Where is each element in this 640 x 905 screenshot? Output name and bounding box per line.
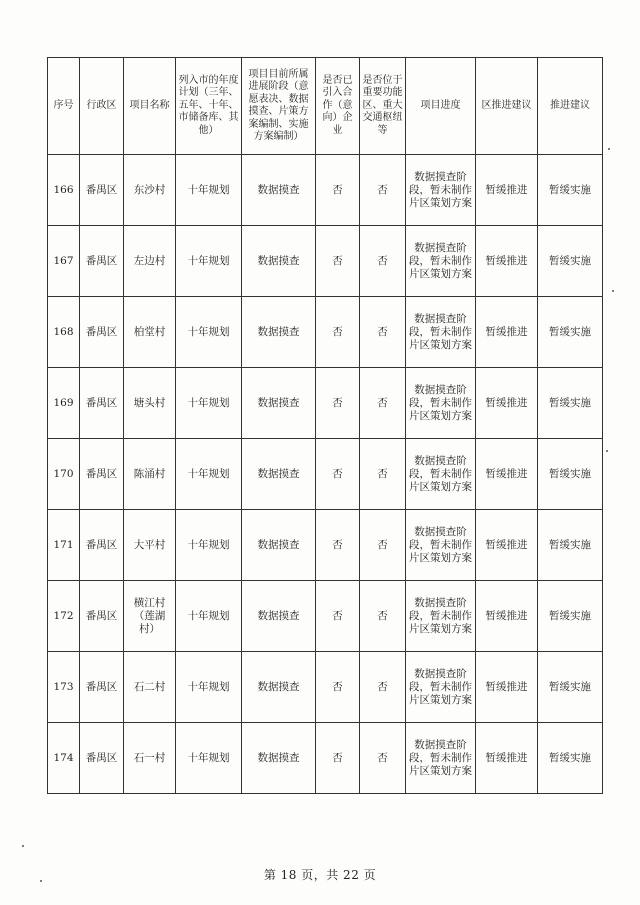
cell-seq: 171 (48, 510, 80, 581)
table-row (48, 297, 603, 368)
cell-stage: 数据摸查 (242, 155, 316, 226)
cell-district: 番禺区 (80, 652, 124, 723)
cell-district-advice: 暂缓推进 (476, 510, 538, 581)
cell-plan: 十年规划 (176, 297, 242, 368)
cell-plan: 十年规划 (176, 226, 242, 297)
cell-stage: 数据摸查 (242, 297, 316, 368)
cell-progress: 数据摸查阶段，暂未制作片区策划方案 (406, 226, 476, 297)
cell-district-advice: 暂缓推进 (476, 581, 538, 652)
cell-hub: 否 (360, 581, 406, 652)
cell-name: 横江村（莲湖村） (124, 581, 176, 652)
cell-name: 石二村 (124, 652, 176, 723)
cell-advice: 暂缓实施 (538, 652, 603, 723)
cell-district-advice: 暂缓推进 (476, 439, 538, 510)
cell-hub: 否 (360, 297, 406, 368)
cell-district-advice: 暂缓推进 (476, 368, 538, 439)
cell-district: 番禺区 (80, 510, 124, 581)
cell-partner: 否 (316, 155, 360, 226)
header-plan: 列入市的年度计划（三年、五年、十年、市储备库、其他） (176, 58, 242, 155)
cell-advice: 暂缓实施 (538, 297, 603, 368)
cell-partner: 否 (316, 581, 360, 652)
header-district: 行政区 (80, 58, 124, 155)
cell-plan: 十年规划 (176, 723, 242, 794)
cell-advice: 暂缓实施 (538, 581, 603, 652)
header-partner: 是否已引入合作（意向）企业 (316, 58, 360, 155)
cell-name: 大平村 (124, 510, 176, 581)
cell-district: 番禺区 (80, 226, 124, 297)
project-table (47, 57, 603, 794)
cell-partner: 否 (316, 368, 360, 439)
cell-stage: 数据摸查 (242, 226, 316, 297)
cell-partner: 否 (316, 723, 360, 794)
cell-advice: 暂缓实施 (538, 368, 603, 439)
cell-advice: 暂缓实施 (538, 155, 603, 226)
table-row (48, 723, 603, 794)
header-advice: 推进建议 (538, 58, 603, 155)
cell-progress: 数据摸查阶段，暂未制作片区策划方案 (406, 439, 476, 510)
scan-speck (22, 845, 24, 847)
cell-district: 番禺区 (80, 439, 124, 510)
cell-advice: 暂缓实施 (538, 510, 603, 581)
cell-district: 番禺区 (80, 155, 124, 226)
cell-seq: 170 (48, 439, 80, 510)
cell-plan: 十年规划 (176, 510, 242, 581)
cell-name: 东沙村 (124, 155, 176, 226)
table-row (48, 510, 603, 581)
cell-district-advice: 暂缓推进 (476, 723, 538, 794)
cell-name: 左边村 (124, 226, 176, 297)
cell-hub: 否 (360, 226, 406, 297)
header-district-advice: 区推进建议 (476, 58, 538, 155)
cell-progress: 数据摸查阶段，暂未制作片区策划方案 (406, 723, 476, 794)
header-seq: 序号 (48, 58, 80, 155)
cell-seq: 174 (48, 723, 80, 794)
scan-speck (40, 880, 42, 882)
cell-advice: 暂缓实施 (538, 723, 603, 794)
cell-plan: 十年规划 (176, 581, 242, 652)
cell-seq: 173 (48, 652, 80, 723)
cell-partner: 否 (316, 226, 360, 297)
cell-progress: 数据摸查阶段，暂未制作片区策划方案 (406, 581, 476, 652)
cell-district-advice: 暂缓推进 (476, 155, 538, 226)
cell-stage: 数据摸查 (242, 368, 316, 439)
cell-seq: 169 (48, 368, 80, 439)
header-stage: 项目目前所属进展阶段（意愿表决、数据摸查、片策方案编制、实施方案编制） (242, 58, 316, 155)
cell-district-advice: 暂缓推进 (476, 297, 538, 368)
cell-progress: 数据摸查阶段，暂未制作片区策划方案 (406, 297, 476, 368)
cell-progress: 数据摸查阶段，暂未制作片区策划方案 (406, 652, 476, 723)
scan-speck (608, 148, 610, 150)
scan-speck (606, 450, 608, 452)
cell-plan: 十年规划 (176, 652, 242, 723)
cell-plan: 十年规划 (176, 368, 242, 439)
cell-progress: 数据摸查阶段，暂未制作片区策划方案 (406, 510, 476, 581)
page-footer: 第 18 页，共 22 页 (263, 868, 377, 882)
cell-district: 番禺区 (80, 368, 124, 439)
cell-district: 番禺区 (80, 297, 124, 368)
cell-advice: 暂缓实施 (538, 439, 603, 510)
cell-hub: 否 (360, 368, 406, 439)
header-hub: 是否位于重要功能区、重大交通枢纽等 (360, 58, 406, 155)
cell-district-advice: 暂缓推进 (476, 652, 538, 723)
cell-seq: 172 (48, 581, 80, 652)
cell-district: 番禺区 (80, 723, 124, 794)
cell-stage: 数据摸查 (242, 723, 316, 794)
cell-name: 陈涌村 (124, 439, 176, 510)
cell-stage: 数据摸查 (242, 439, 316, 510)
cell-partner: 否 (316, 652, 360, 723)
header-row (48, 58, 603, 155)
table-body (48, 155, 603, 794)
cell-hub: 否 (360, 652, 406, 723)
cell-plan: 十年规划 (176, 155, 242, 226)
cell-name: 塘头村 (124, 368, 176, 439)
cell-hub: 否 (360, 439, 406, 510)
header-name: 项目名称 (124, 58, 176, 155)
cell-progress: 数据摸查阶段，暂未制作片区策划方案 (406, 368, 476, 439)
cell-stage: 数据摸查 (242, 652, 316, 723)
cell-seq: 166 (48, 155, 80, 226)
table-row (48, 368, 603, 439)
cell-seq: 168 (48, 297, 80, 368)
cell-partner: 否 (316, 510, 360, 581)
table-row (48, 226, 603, 297)
cell-partner: 否 (316, 297, 360, 368)
cell-hub: 否 (360, 723, 406, 794)
table-row (48, 439, 603, 510)
cell-hub: 否 (360, 155, 406, 226)
cell-progress: 数据摸查阶段，暂未制作片区策划方案 (406, 155, 476, 226)
cell-district-advice: 暂缓推进 (476, 226, 538, 297)
cell-stage: 数据摸查 (242, 581, 316, 652)
cell-seq: 167 (48, 226, 80, 297)
cell-hub: 否 (360, 510, 406, 581)
cell-name: 石一村 (124, 723, 176, 794)
scan-speck (612, 290, 614, 292)
header-progress: 项目进度 (406, 58, 476, 155)
cell-plan: 十年规划 (176, 439, 242, 510)
table-row (48, 581, 603, 652)
cell-stage: 数据摸查 (242, 510, 316, 581)
cell-advice: 暂缓实施 (538, 226, 603, 297)
cell-district: 番禺区 (80, 581, 124, 652)
table-row (48, 652, 603, 723)
table-row (48, 155, 603, 226)
cell-name: 柏堂村 (124, 297, 176, 368)
cell-partner: 否 (316, 439, 360, 510)
